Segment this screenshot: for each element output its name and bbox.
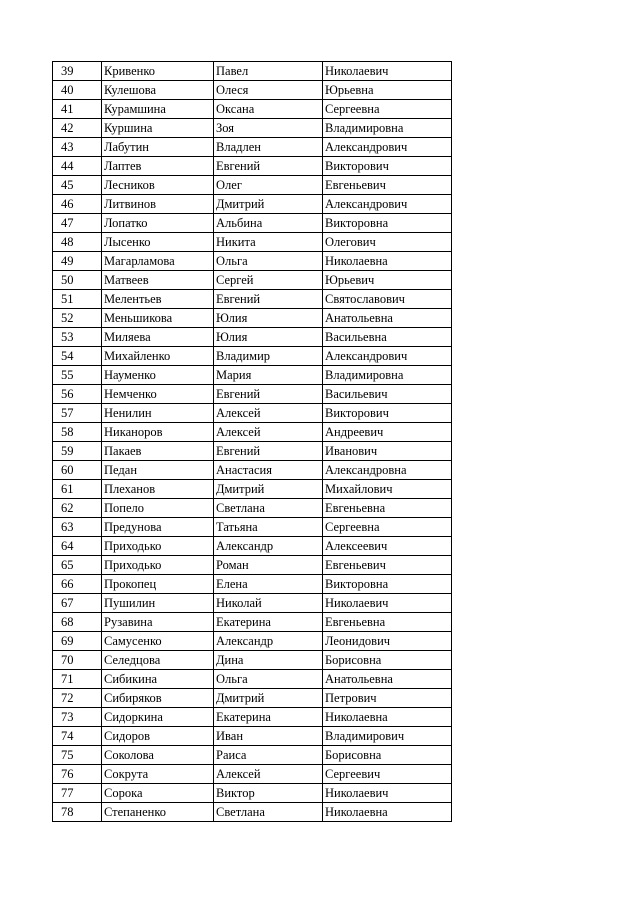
first-name-cell: Светлана [214,499,323,518]
patronymic-cell: Евгеньевич [323,176,452,195]
surname-cell: Немченко [102,385,214,404]
patronymic-cell: Викторович [323,157,452,176]
row-number-cell: 39 [53,62,102,81]
first-name-cell: Иван [214,727,323,746]
first-name-cell: Юлия [214,328,323,347]
patronymic-cell: Николаевич [323,594,452,613]
surname-cell: Сибикина [102,670,214,689]
surname-cell: Литвинов [102,195,214,214]
surname-cell: Лабутин [102,138,214,157]
first-name-cell: Елена [214,575,323,594]
first-name-cell: Ольга [214,252,323,271]
surname-cell: Меньшикова [102,309,214,328]
surname-cell: Педан [102,461,214,480]
row-number-cell: 40 [53,81,102,100]
first-name-cell: Дмитрий [214,480,323,499]
surname-cell: Плеханов [102,480,214,499]
patronymic-cell: Борисовна [323,746,452,765]
surname-cell: Приходько [102,556,214,575]
patronymic-cell: Андреевич [323,423,452,442]
first-name-cell: Александр [214,537,323,556]
patronymic-cell: Николаевна [323,708,452,727]
surname-cell: Сокрута [102,765,214,784]
patronymic-cell: Сергеевна [323,518,452,537]
table-row [53,708,452,727]
patronymic-cell: Васильевна [323,328,452,347]
table-row [53,499,452,518]
surname-cell: Лопатко [102,214,214,233]
row-number-cell: 69 [53,632,102,651]
first-name-cell: Татьяна [214,518,323,537]
row-number-cell: 75 [53,746,102,765]
table-row [53,309,452,328]
surname-cell: Кулешова [102,81,214,100]
row-number-cell: 54 [53,347,102,366]
table-row [53,290,452,309]
row-number-cell: 53 [53,328,102,347]
row-number-cell: 60 [53,461,102,480]
first-name-cell: Зоя [214,119,323,138]
surname-cell: Попело [102,499,214,518]
row-number-cell: 77 [53,784,102,803]
row-number-cell: 50 [53,271,102,290]
patronymic-cell: Иванович [323,442,452,461]
first-name-cell: Олеся [214,81,323,100]
row-number-cell: 78 [53,803,102,822]
first-name-cell: Ольга [214,670,323,689]
patronymic-cell: Анатольевна [323,670,452,689]
table-row [53,594,452,613]
table-row [53,157,452,176]
first-name-cell: Алексей [214,404,323,423]
row-number-cell: 76 [53,765,102,784]
table-row [53,746,452,765]
table-row [53,784,452,803]
surname-cell: Соколова [102,746,214,765]
table-row [53,100,452,119]
row-number-cell: 44 [53,157,102,176]
patronymic-cell: Николаевич [323,784,452,803]
row-number-cell: 70 [53,651,102,670]
first-name-cell: Виктор [214,784,323,803]
table-row [53,575,452,594]
table-row [53,404,452,423]
surname-cell: Лаптев [102,157,214,176]
first-name-cell: Владлен [214,138,323,157]
row-number-cell: 42 [53,119,102,138]
table-row [53,366,452,385]
row-number-cell: 57 [53,404,102,423]
table-row [53,347,452,366]
first-name-cell: Раиса [214,746,323,765]
patronymic-cell: Олегович [323,233,452,252]
row-number-cell: 63 [53,518,102,537]
table-row [53,119,452,138]
first-name-cell: Мария [214,366,323,385]
surname-cell: Михайленко [102,347,214,366]
table-row [53,480,452,499]
row-number-cell: 61 [53,480,102,499]
row-number-cell: 72 [53,689,102,708]
first-name-cell: Дмитрий [214,195,323,214]
table-row [53,613,452,632]
first-name-cell: Евгений [214,157,323,176]
surname-cell: Самусенко [102,632,214,651]
patronymic-cell: Александровна [323,461,452,480]
row-number-cell: 65 [53,556,102,575]
row-number-cell: 64 [53,537,102,556]
surname-cell: Селедцова [102,651,214,670]
patronymic-cell: Алексеевич [323,537,452,556]
roster-table-body [53,62,452,822]
row-number-cell: 41 [53,100,102,119]
patronymic-cell: Александрович [323,347,452,366]
patronymic-cell: Николаевна [323,803,452,822]
row-number-cell: 51 [53,290,102,309]
patronymic-cell: Николаевич [323,62,452,81]
first-name-cell: Светлана [214,803,323,822]
table-row [53,689,452,708]
table-row [53,632,452,651]
first-name-cell: Алексей [214,423,323,442]
table-row [53,727,452,746]
first-name-cell: Евгений [214,290,323,309]
patronymic-cell: Леонидович [323,632,452,651]
surname-cell: Миляева [102,328,214,347]
first-name-cell: Сергей [214,271,323,290]
surname-cell: Сорока [102,784,214,803]
table-row [53,670,452,689]
table-row [53,195,452,214]
first-name-cell: Екатерина [214,613,323,632]
surname-cell: Науменко [102,366,214,385]
row-number-cell: 48 [53,233,102,252]
patronymic-cell: Николаевна [323,252,452,271]
patronymic-cell: Викторовна [323,214,452,233]
row-number-cell: 68 [53,613,102,632]
surname-cell: Сидоркина [102,708,214,727]
first-name-cell: Роман [214,556,323,575]
first-name-cell: Альбина [214,214,323,233]
table-row [53,252,452,271]
row-number-cell: 74 [53,727,102,746]
row-number-cell: 58 [53,423,102,442]
patronymic-cell: Васильевич [323,385,452,404]
table-row [53,442,452,461]
surname-cell: Мелентьев [102,290,214,309]
table-row [53,81,452,100]
first-name-cell: Никита [214,233,323,252]
patronymic-cell: Евгеньевна [323,499,452,518]
patronymic-cell: Викторовна [323,575,452,594]
first-name-cell: Юлия [214,309,323,328]
row-number-cell: 55 [53,366,102,385]
table-row [53,556,452,575]
table-row [53,214,452,233]
row-number-cell: 49 [53,252,102,271]
first-name-cell: Евгений [214,385,323,404]
surname-cell: Рузавина [102,613,214,632]
first-name-cell: Анастасия [214,461,323,480]
roster-table [52,61,452,822]
surname-cell: Магарламова [102,252,214,271]
surname-cell: Куршина [102,119,214,138]
row-number-cell: 71 [53,670,102,689]
first-name-cell: Владимир [214,347,323,366]
surname-cell: Кривенко [102,62,214,81]
table-row [53,651,452,670]
table-row [53,328,452,347]
patronymic-cell: Владимировна [323,366,452,385]
patronymic-cell: Владимирович [323,727,452,746]
patronymic-cell: Борисовна [323,651,452,670]
first-name-cell: Алексей [214,765,323,784]
row-number-cell: 52 [53,309,102,328]
patronymic-cell: Михайлович [323,480,452,499]
patronymic-cell: Юрьевна [323,81,452,100]
surname-cell: Матвеев [102,271,214,290]
surname-cell: Лысенко [102,233,214,252]
row-number-cell: 66 [53,575,102,594]
surname-cell: Приходько [102,537,214,556]
surname-cell: Предунова [102,518,214,537]
table-row [53,62,452,81]
row-number-cell: 46 [53,195,102,214]
surname-cell: Никаноров [102,423,214,442]
patronymic-cell: Петрович [323,689,452,708]
patronymic-cell: Евгеньевич [323,556,452,575]
table-row [53,518,452,537]
table-row [53,176,452,195]
table-row [53,423,452,442]
first-name-cell: Оксана [214,100,323,119]
patronymic-cell: Александрович [323,195,452,214]
patronymic-cell: Сергеевич [323,765,452,784]
first-name-cell: Николай [214,594,323,613]
table-row [53,461,452,480]
surname-cell: Лесников [102,176,214,195]
row-number-cell: 59 [53,442,102,461]
table-row [53,803,452,822]
row-number-cell: 67 [53,594,102,613]
row-number-cell: 73 [53,708,102,727]
row-number-cell: 62 [53,499,102,518]
patronymic-cell: Сергеевна [323,100,452,119]
first-name-cell: Дина [214,651,323,670]
surname-cell: Курамшина [102,100,214,119]
surname-cell: Пакаев [102,442,214,461]
table-row [53,537,452,556]
surname-cell: Сидоров [102,727,214,746]
surname-cell: Сибиряков [102,689,214,708]
patronymic-cell: Евгеньевна [323,613,452,632]
first-name-cell: Екатерина [214,708,323,727]
table-row [53,385,452,404]
patronymic-cell: Владимировна [323,119,452,138]
patronymic-cell: Анатольевна [323,309,452,328]
table-row [53,138,452,157]
surname-cell: Прокопец [102,575,214,594]
patronymic-cell: Александрович [323,138,452,157]
row-number-cell: 47 [53,214,102,233]
first-name-cell: Олег [214,176,323,195]
surname-cell: Пушилин [102,594,214,613]
row-number-cell: 45 [53,176,102,195]
first-name-cell: Евгений [214,442,323,461]
table-row [53,765,452,784]
first-name-cell: Павел [214,62,323,81]
first-name-cell: Александр [214,632,323,651]
patronymic-cell: Юрьевич [323,271,452,290]
surname-cell: Ненилин [102,404,214,423]
table-row [53,233,452,252]
first-name-cell: Дмитрий [214,689,323,708]
patronymic-cell: Викторович [323,404,452,423]
table-row [53,271,452,290]
patronymic-cell: Святославович [323,290,452,309]
row-number-cell: 56 [53,385,102,404]
row-number-cell: 43 [53,138,102,157]
surname-cell: Степаненко [102,803,214,822]
